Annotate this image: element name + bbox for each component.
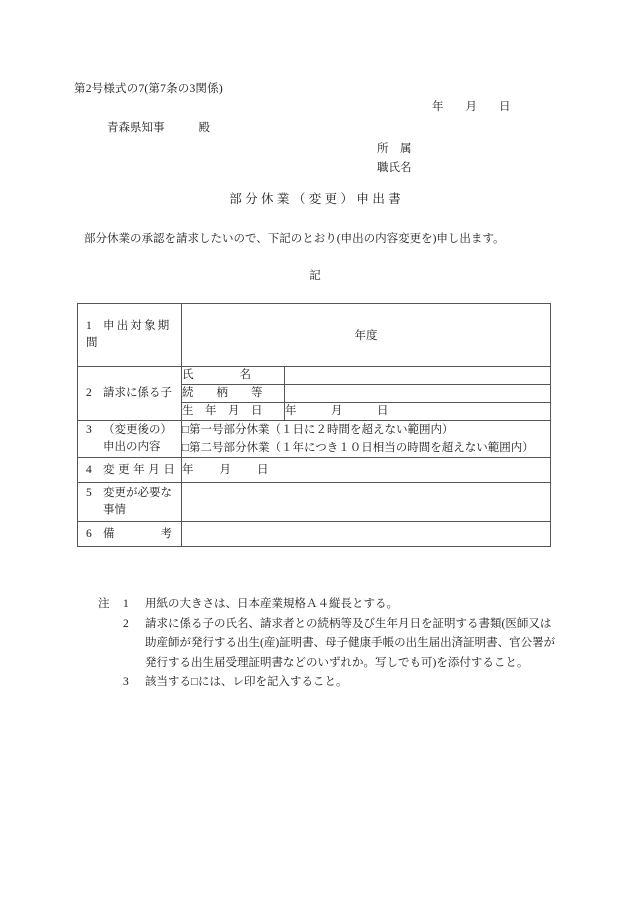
row-label-text: 備 考 xyxy=(103,527,172,540)
row-label-text-line2: 事情 xyxy=(103,504,126,516)
note-item-3 xyxy=(98,673,568,693)
table-row-remarks xyxy=(78,522,551,547)
note-item-2 xyxy=(98,615,568,635)
row-value-target-period[interactable] xyxy=(182,304,551,367)
sub-label-child-relation: 続 柄 等 xyxy=(182,385,285,403)
note-number: 1 xyxy=(123,598,129,610)
ki-mark: 記 xyxy=(309,270,321,282)
row-number: 6 xyxy=(86,527,92,540)
submitter-block xyxy=(377,140,412,178)
date-month-label: 月 xyxy=(465,101,477,113)
row-label-application-content xyxy=(78,421,182,458)
change-date-day-label: 日 xyxy=(257,463,269,476)
table-row-change-date xyxy=(78,458,551,483)
row-number: 1 xyxy=(86,320,92,332)
table-row-target-period xyxy=(78,304,551,367)
note-number: 3 xyxy=(123,676,129,688)
checkbox-option-second-type[interactable] xyxy=(182,439,550,457)
note-text: 発行する出生届受理証明書などのいずれか。写しでも可)を添付すること。 xyxy=(145,656,529,669)
value-child-relation[interactable] xyxy=(285,385,551,403)
row-label-text: 変更年月日 xyxy=(103,463,179,476)
row-number: 3 xyxy=(86,424,92,436)
table-row-application-content xyxy=(78,421,551,458)
row-number: 2 xyxy=(86,387,92,399)
row-label-remarks xyxy=(78,522,182,547)
notes-header-label: 注 xyxy=(98,598,110,610)
checkbox-icon[interactable]: □ xyxy=(182,424,189,436)
addressee-name: 青森県知事 xyxy=(107,122,165,134)
row-label-child xyxy=(78,367,182,421)
value-change-reason[interactable] xyxy=(182,483,551,522)
date-line xyxy=(432,98,511,114)
value-remarks[interactable] xyxy=(182,522,551,547)
date-day-label: 日 xyxy=(499,101,511,113)
checkbox-icon[interactable]: □ xyxy=(182,442,189,454)
value-child-birthdate[interactable]: 年 月 日 xyxy=(285,403,551,421)
submitter-affiliation-label: 所 属 xyxy=(377,143,412,155)
row-label-change-reason xyxy=(78,483,182,522)
row-label-text-line1: 変更が必要な xyxy=(103,487,172,499)
row-label-target-period xyxy=(78,304,182,367)
addressee xyxy=(107,119,210,135)
intro-paragraph: 部分休業の承認を請求したいので、下記のとおり(申出の内容変更を)申し出ます。 xyxy=(84,233,505,245)
row-label-text: 請求に係る子 xyxy=(103,387,172,399)
note-text: 用紙の大きさは、日本産業規格Ａ４縦長とする。 xyxy=(145,598,398,610)
value-change-date[interactable] xyxy=(182,458,551,483)
row-label-text: 申出対象期間 xyxy=(86,320,172,349)
checkbox-group-application-content xyxy=(182,421,551,458)
row-number: 4 xyxy=(86,463,92,476)
note-number: 2 xyxy=(123,617,129,630)
table-row-child-name xyxy=(78,367,551,385)
application-table xyxy=(77,303,551,547)
submitter-title-name-label: 職氏名 xyxy=(377,162,412,174)
note-text: 助産師が発行する出生(産)証明書、母子健康手帳の出生届出済証明書、官公署が xyxy=(145,637,556,649)
row-label-text-line1: （変更後の） xyxy=(103,424,172,436)
page-title: 部分休業（変更）申出書 xyxy=(229,192,405,206)
notes-section xyxy=(98,595,568,693)
note-text: 請求に係る子の氏名、請求者との続柄等及び生年月日を証明する書類(医師又は xyxy=(145,617,552,630)
form-code-label: 第2号様式の7(第7条の3関係) xyxy=(74,83,223,95)
change-date-month-label: 月 xyxy=(219,463,231,476)
table-row-change-reason xyxy=(78,483,551,522)
addressee-honorific: 殿 xyxy=(198,122,210,134)
target-period-year-label: 年度 xyxy=(354,330,378,342)
row-number: 5 xyxy=(86,487,92,499)
change-date-year-label: 年 xyxy=(182,463,194,476)
row-label-text-line2: 申出の内容 xyxy=(103,441,161,453)
checkbox-label: 第一号部分休業（１日に２時間を超えない範囲内） xyxy=(188,424,454,436)
sub-label-child-birthdate: 生 年 月 日 xyxy=(182,403,285,421)
note-text: 該当する□には、レ印を記入すること。 xyxy=(145,676,348,688)
sub-label-child-name: 氏 名 xyxy=(182,367,285,385)
row-label-change-date xyxy=(78,458,182,483)
date-year-label: 年 xyxy=(432,101,444,113)
note-item-1 xyxy=(98,595,568,615)
value-child-name[interactable] xyxy=(285,367,551,385)
checkbox-label: 第二号部分休業（１年につき１０日相当の時間を超えない範囲内） xyxy=(188,442,534,454)
checkbox-option-first-type[interactable] xyxy=(182,421,550,439)
